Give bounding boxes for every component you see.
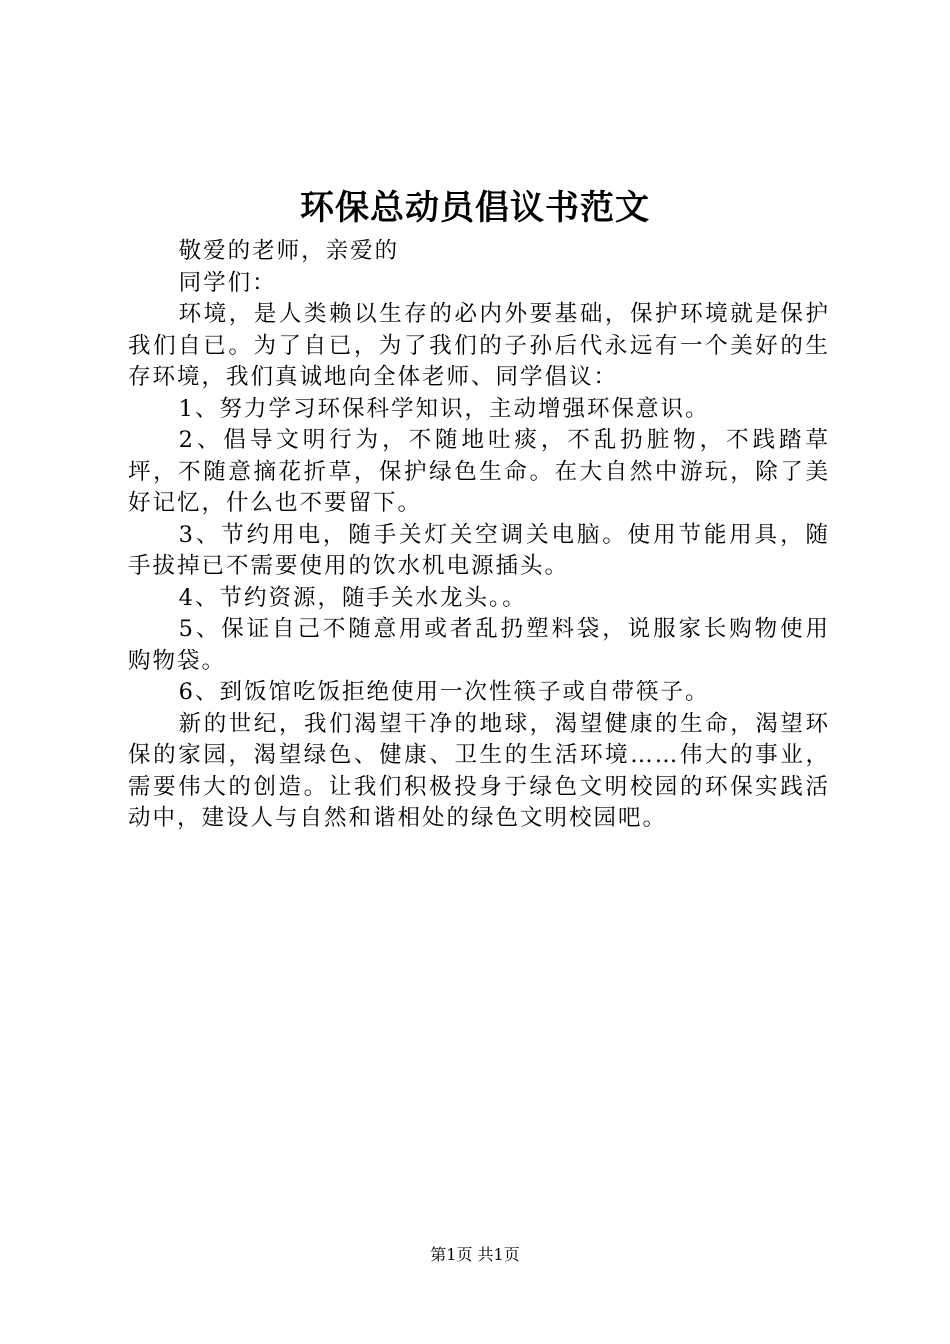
proposal-item-5: 5、保证自己不随意用或者乱扔塑料袋，说服家长购物使用购物袋。 <box>128 616 830 674</box>
salutation-line-2: 同学们： <box>178 269 277 296</box>
proposal-item-4: 4、节约资源，随手关水龙头。。 <box>178 584 527 611</box>
page-footer: 第1页 共1页 <box>430 1245 520 1264</box>
document-title: 环保总动员倡议书范文 <box>300 188 650 228</box>
salutation-line-1: 敬爱的老师，亲爱的 <box>178 238 400 264</box>
document-body <box>128 236 830 835</box>
closing-paragraph: 新的世纪，我们渴望干净的地球，渴望健康的生命，渴望环保的家园，渴望绿色、健康、卫生的生活环境……伟大的事业，需要伟大的创造。让我们积极投身于绿色文明校园的环保实践活动中，建设人与自然和谐相处的绿色文明校园吧。 <box>128 710 830 831</box>
intro-paragraph: 环境，是人类赖以生存的必内外要基础，保护环境就是保护我们自已。为了自已，为了我们的子孙后代永远有一个美好的生存环境，我们真诚地向全体老师、同学倡议： <box>128 301 830 390</box>
proposal-item-2: 2、倡导文明行为，不随地吐痰，不乱扔脏物，不践踏草坪，不随意摘花折草，保护绿色生命。在大自然中游玩，除了美好记忆，什么也不要留下。 <box>128 427 830 516</box>
proposal-item-3: 3、节约用电，随手关灯关空调关电脑。使用节能用具，随手拔掉已不需要使用的饮水机电源插头。 <box>128 521 830 579</box>
proposal-item-6: 6、到饭馆吃饭拒绝使用一次性筷子或自带筷子。 <box>178 679 710 705</box>
proposal-item-1: 1、努力学习环保科学知识，主动增强环保意识。 <box>178 395 710 422</box>
